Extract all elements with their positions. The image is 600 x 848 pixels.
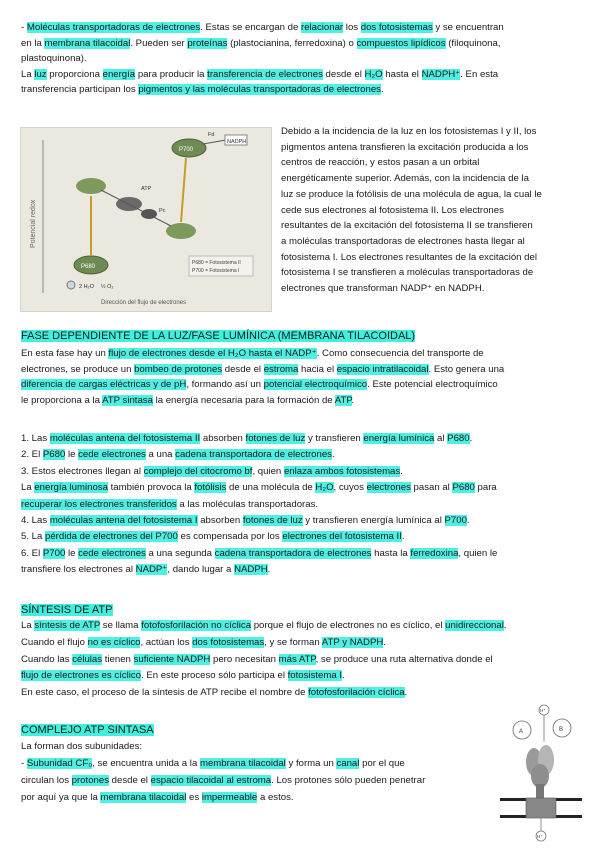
sintesis-section — [21, 602, 586, 702]
highlighted-term: suficiente NADPH — [133, 653, 211, 665]
highlighted-term: fotólisis — [194, 482, 227, 494]
sintesis-line: flujo de electrones es cíclico. En este proceso sólo participa el fotosistema I. — [21, 670, 345, 682]
highlighted-term: NADP⁺ — [135, 564, 168, 576]
highlighted-term: flujo de electrones es cíclico — [21, 670, 141, 682]
highlighted-term: P700 — [42, 547, 66, 559]
highlighted-term: energía — [102, 68, 136, 80]
side-line: luz se produce la fotólisis de una molécula de agua, la cual le — [281, 188, 542, 200]
legend-item: P700 = Fotosistema I — [192, 268, 240, 274]
highlighted-term: NADPH⁺ — [421, 68, 461, 80]
highlighted-term: impermeable — [201, 792, 258, 803]
side-line: cede sus electrones al fotosistema II. Los electrones — [281, 204, 504, 216]
side-line: fotosistema I. Los electrones resultantes de la excitación del — [281, 251, 537, 263]
pc-label: Pc — [159, 208, 166, 214]
side-line: energéticamente superior. Además, con la incidencia de la — [281, 173, 529, 185]
complejo-title: COMPLEJO ATP SINTASA — [21, 724, 154, 736]
water-label: 2 H₂O — [79, 284, 94, 290]
side-line: fotosistema I se transfieren a moléculas transportadoras de — [281, 267, 534, 279]
step-line: 2. El P680 le cede electrones a una cadena transportadora de electrones. — [21, 449, 335, 461]
z-scheme-figure — [20, 127, 272, 312]
highlighted-term: relacionar — [301, 22, 344, 33]
highlighted-term: células — [72, 653, 103, 665]
highlighted-term: P680 — [447, 433, 470, 444]
highlighted-term: Subunidad CF₀ — [26, 758, 93, 769]
highlighted-term: fotones de luz — [245, 433, 306, 444]
subunit-a-label: A — [519, 729, 524, 735]
atp-synthase-diagram — [500, 702, 582, 842]
highlighted-term: potencial electroquímico — [263, 379, 368, 391]
highlighted-term: cede electrones — [78, 449, 146, 461]
highlighted-term: protones — [71, 775, 109, 786]
proton-bottom-label: H⁺ — [537, 834, 543, 839]
highlighted-term: bombeo de protones — [134, 363, 223, 375]
fase-line: le proporciona a la ATP sintasa la energía necesaria para la formación de ATP. — [21, 394, 355, 406]
highlighted-term: ATP — [334, 394, 352, 406]
highlighted-term: compuestos lipídicos — [356, 37, 446, 49]
nadph-label: NADPH — [227, 139, 247, 145]
highlighted-term: moléculas antena del fotosistema II — [49, 433, 201, 444]
highlighted-term: pérdida de electrones del P700 — [45, 531, 178, 543]
highlighted-term: membrana tilacoidal — [100, 792, 187, 803]
sintesis-line: La síntesis de ATP se llama fotofosforilación no cíclica porque el flujo de electrones no es cíclico, el unidireccional. — [21, 620, 507, 631]
fase-line: electrones, se produce un bombeo de protones desde el estroma hacia el espacio intratilacoidal. Esto genera una — [21, 363, 505, 375]
step-line: 3. Estos electrones llegan al complejo del citocromo bf, quien enlaza ambos fotosistemas. — [21, 465, 403, 477]
side-line: pigmentos antena transfieren la excitación producida a los — [281, 141, 529, 153]
highlighted-term: energía lumínica — [363, 433, 435, 444]
highlighted-term: más ATP — [278, 653, 316, 665]
fase-title: FASE DEPENDIENTE DE LA LUZ/FASE LUMÍNICA (MEMBRANA TILACOIDAL) — [21, 330, 416, 342]
sintesis-line: En este caso, el proceso de la síntesis de ATP recibe el nombre de fotofosforilación cíclica. — [21, 687, 408, 699]
side-line: resultantes de la excitación del fotosistema II se transfieren — [281, 220, 533, 232]
complejo-line: por aquí ya que la membrana tilacoidal es impermeable a estos. — [21, 792, 294, 803]
highlighted-term: espacio intratilacoidal — [336, 363, 429, 375]
intro-line: La luz proporciona energía para producir la transferencia de electrones desde el H₂O hasta el NADPH⁺. En esta — [21, 68, 499, 80]
highlighted-term: energía luminosa — [34, 482, 108, 494]
highlighted-term: NADPH — [234, 564, 268, 576]
sintesis-line: Cuando el flujo no es cíclico, actúan los dos fotosistemas, y se forman ATP y NADPH. — [21, 636, 386, 648]
fase-section — [21, 328, 581, 408]
highlighted-term: cede electrones — [78, 547, 146, 559]
highlighted-term: Moléculas transportadoras de electrones — [26, 22, 201, 33]
side-line: a moléculas transportadoras de electrones hasta llegar al — [281, 235, 525, 247]
intro-line: plastoquinona). — [21, 53, 87, 65]
highlighted-term: luz — [34, 68, 47, 80]
highlighted-term: estroma — [263, 363, 299, 375]
highlighted-term: membrana tilacoidal — [44, 37, 131, 49]
intro-section — [21, 20, 581, 98]
complejo-line: circulan los protones desde el espacio tilacoidal al estroma. Los protones sólo pueden penetrar — [21, 775, 426, 786]
highlighted-term: ferredoxina — [410, 547, 459, 559]
highlighted-term: pigmentos y las moléculas transportadoras de electrones — [138, 84, 381, 96]
step-line: recuperar los electrones transferidos a las moléculas transportadoras. — [21, 498, 319, 510]
oxygen-label: ½ O₂ — [101, 284, 114, 290]
highlighted-term: P700 — [444, 515, 467, 527]
side-line: centros de reacción, y estos pasan a un orbital — [281, 157, 480, 169]
highlighted-term: cadena transportadora de electrones — [214, 547, 372, 559]
highlighted-term: fotofosforilación no cíclica — [141, 620, 252, 631]
highlighted-term: espacio tilacoidal al estroma — [150, 775, 272, 786]
highlighted-term: transferencia de electrones — [207, 68, 323, 80]
highlighted-term: diferencia de cargas eléctricas y de pH — [21, 379, 187, 391]
highlighted-term: ATP sintasa — [102, 394, 153, 406]
highlighted-term: dos fotosistemas — [192, 636, 265, 648]
step-line: 6. El P700 le cede electrones a una segunda cadena transportadora de electrones hasta la ferredoxina, quien le — [21, 547, 498, 559]
x-axis-label: Dirección del flujo de electrones — [101, 300, 187, 306]
atp-synthase-figure — [500, 702, 582, 842]
p680-label: P680 — [81, 264, 96, 270]
highlighted-term: membrana tilacoidal — [199, 758, 286, 769]
highlighted-term: moléculas antena del fotosistema I — [49, 515, 198, 527]
side-text — [281, 124, 583, 297]
highlighted-term: H₂O — [315, 482, 334, 494]
highlighted-term: cadena transportadora de electrones — [175, 449, 332, 461]
highlighted-term: electrones del fotosistema II — [282, 531, 402, 543]
step-line: 1. Las moléculas antena del fotosistema II absorben fotones de luz y transfieren energía lumínica al P680. — [21, 433, 473, 444]
highlighted-term: complejo del citocromo bf — [143, 465, 253, 477]
highlighted-term: ATP y NADPH — [321, 636, 384, 648]
intro-line: en la membrana tilacoidal. Pueden ser proteínas (plastocianina, ferredoxina) o compuestos lipídicos (filoquinona, — [21, 37, 501, 49]
step-line: La energía luminosa también provoca la fotólisis de una molécula de H₂O, cuyos electrones pasan al P680 para — [21, 482, 497, 494]
fase-line: diferencia de cargas eléctricas y de pH, formando así un potencial electroquímico. Este potencial electroquímico — [21, 379, 498, 391]
proton-top-label: H⁺ — [540, 708, 546, 713]
highlighted-term: no es cíclico — [87, 636, 141, 648]
highlighted-term: fotofosforilación cíclica — [308, 687, 405, 699]
highlighted-term: electrones — [366, 482, 411, 494]
sintesis-line: Cuando las células tienen suficiente NADPH pero necesitan más ATP, se produce una ruta alternativa donde el — [21, 653, 493, 665]
steps-list — [21, 431, 586, 579]
fase-line: En esta fase hay un flujo de electrones desde el H₂O hasta el NADP⁺. Como consecuencia del transporte de — [21, 348, 484, 359]
side-line: electrones que transforman NADP⁺ en NADPH. — [281, 283, 485, 295]
sintesis-title: SÍNTESIS DE ATP — [21, 604, 113, 616]
step-line: transfiere los electrones al NADP⁺, dando lugar a NADPH. — [21, 564, 271, 576]
complejo-line: La forman dos subunidades: — [21, 741, 143, 752]
highlighted-term: recuperar los electrones transferidos — [21, 498, 177, 510]
p700-label: P700 — [179, 147, 194, 153]
complejo-line: - Subunidad CF₀, se encuentra unida a la membrana tilacoidal y forma un canal por el que — [21, 758, 405, 769]
z-scheme-diagram — [21, 128, 271, 311]
highlighted-term: P680 — [452, 482, 475, 494]
legend-item: P680 = Fotosistema II — [192, 260, 241, 266]
step-line: 5. La pérdida de electrones del P700 es compensada por los electrones del fotosistema II. — [21, 531, 405, 543]
highlighted-term: P680 — [42, 449, 66, 461]
intro-line: transferencia participan los pigmentos y las moléculas transportadoras de electrones. — [21, 84, 384, 96]
atp-label: ATP — [141, 186, 152, 192]
highlighted-term: canal — [336, 758, 360, 769]
fd-label: Fd — [208, 132, 215, 138]
highlighted-term: fotosistema I — [287, 670, 343, 682]
intro-line: - Moléculas transportadoras de electrones. Estas se encargan de relacionar los dos fotosistemas y se encuentran — [21, 22, 504, 33]
highlighted-term: unidireccional — [445, 620, 504, 631]
y-axis-label: Potencial redox — [30, 199, 37, 248]
subunit-b-label: B — [559, 727, 564, 733]
highlighted-term: dos fotosistemas — [360, 22, 433, 33]
step-line: 4. Las moléculas antena del fotosistema I absorben fotones de luz y transfieren energía lumínica al P700. — [21, 515, 470, 527]
highlighted-term: proteínas — [187, 37, 228, 49]
highlighted-term: síntesis de ATP — [34, 620, 101, 631]
highlighted-term: flujo de electrones desde el H₂O hasta el NADP⁺ — [108, 348, 317, 359]
highlighted-term: H₂O — [364, 68, 383, 80]
highlighted-term: fotones de luz — [242, 515, 303, 527]
side-line: Debido a la incidencia de la luz en los fotosistemas I y II, los — [281, 126, 537, 137]
complejo-section — [21, 722, 491, 806]
highlighted-term: enlaza ambos fotosistemas — [283, 465, 401, 477]
